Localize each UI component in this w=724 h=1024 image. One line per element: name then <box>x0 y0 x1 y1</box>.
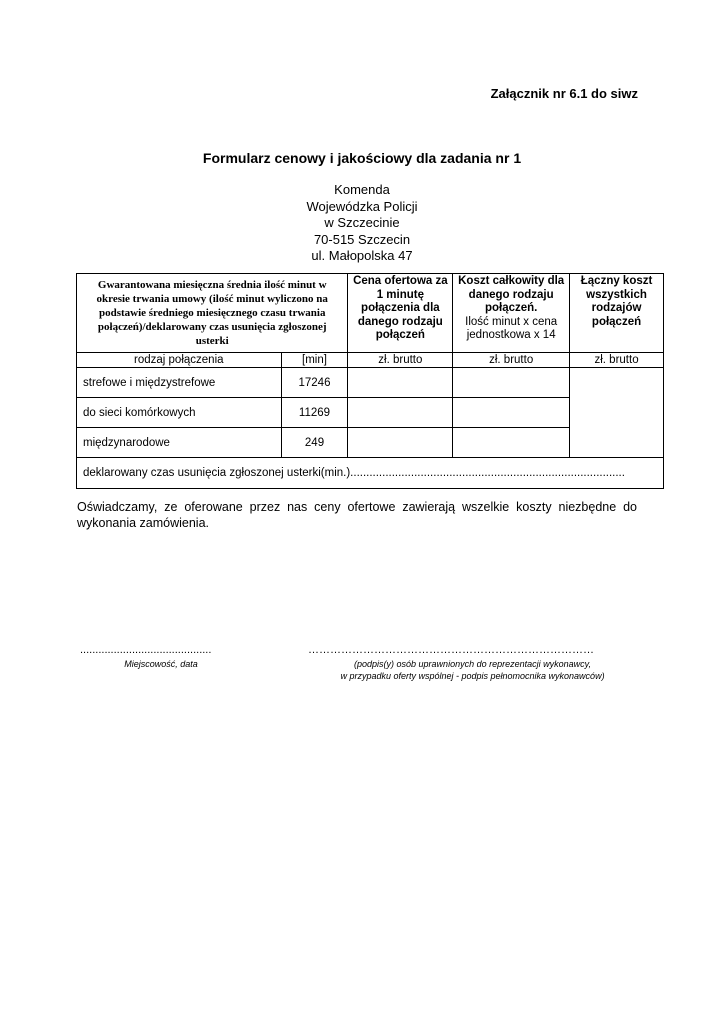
grand-total-field[interactable] <box>570 368 664 458</box>
declared-repair-time-row <box>77 458 664 489</box>
header-total-cost <box>453 274 570 353</box>
declared-repair-time[interactable]: deklarowany czas usunięcia zgłoszonej usterki(min.)...................................................................................... <box>77 458 664 489</box>
total-cost-field[interactable] <box>453 428 570 458</box>
total-cost-field[interactable] <box>453 398 570 428</box>
subheader-price-unit: zł. brutto <box>348 353 453 368</box>
row-label: strefowe i międzystrefowe <box>77 368 282 398</box>
row-label: do sieci komórkowych <box>77 398 282 428</box>
form-title: Formularz cenowy i jakościowy dla zadania nr 1 <box>202 150 522 166</box>
table-subheader-row <box>77 353 664 368</box>
statement-text: Oświadczamy, ze oferowane przez nas ceny ofertowe zawierają wszelkie koszty niezbędne do wykonania zamówienia. <box>77 500 637 530</box>
row-minutes: 17246 <box>281 368 348 398</box>
total-cost-field[interactable] <box>453 368 570 398</box>
signature-label <box>300 659 645 682</box>
price-form-table <box>76 273 664 489</box>
unit-price-field[interactable] <box>348 368 453 398</box>
header-total-cost-formula: Ilość minut x cena jednostkowa x 14 <box>465 315 558 341</box>
recipient-address <box>0 182 724 265</box>
unit-price-field[interactable] <box>348 428 453 458</box>
address-line: Wojewódzka Policji <box>306 198 418 214</box>
place-date-line[interactable]: ........................................... <box>80 644 212 656</box>
row-minutes: 11269 <box>281 398 348 428</box>
address-line: ul. Małopolska 47 <box>311 248 413 263</box>
unit-price-field[interactable] <box>348 398 453 428</box>
table-header-row <box>77 274 664 353</box>
address-line: w Szczecinie <box>324 215 400 230</box>
header-unit-price: Cena ofertowa za 1 minutę połączenia dla danego rodzaju połączeń <box>348 274 453 353</box>
address-line: Komenda <box>334 182 390 197</box>
subheader-total-unit: zł. brutto <box>453 353 570 368</box>
header-minutes: Gwarantowana miesięczna średnia ilość minut w okresie trwania umowy (ilość minut wyliczono na podstawie średniego miesięcznego czasu trwania połączeń)/deklarowany czas usunięcia zgłoszonej usterki <box>77 274 348 353</box>
signature-label-line: w przypadku oferty wspólnej - podpis pełnomocnika wykonawców) <box>340 670 605 681</box>
header-grand-total: Łączny koszt wszystkich rodzajów połączeń <box>570 274 664 353</box>
signature-line[interactable]: …………………………………………………………………… <box>308 644 594 656</box>
annex-label: Załącznik nr 6.1 do siwz <box>490 86 638 101</box>
row-minutes: 249 <box>281 428 348 458</box>
header-total-cost-title: Koszt całkowity dla danego rodzaju połączeń. <box>458 275 565 314</box>
subheader-grand-unit: zł. brutto <box>570 353 664 368</box>
address-line: 70-515 Szczecin <box>313 231 411 247</box>
table-row <box>77 368 664 398</box>
row-label: międzynarodowe <box>77 428 282 458</box>
signature-label-line: (podpis(y) osób uprawnionych do reprezentacji wykonawcy, <box>354 659 591 669</box>
place-date-label: Miejscowość, data <box>124 659 198 669</box>
subheader-type: rodzaj połączenia <box>77 353 282 368</box>
subheader-minutes: [min] <box>281 353 348 368</box>
